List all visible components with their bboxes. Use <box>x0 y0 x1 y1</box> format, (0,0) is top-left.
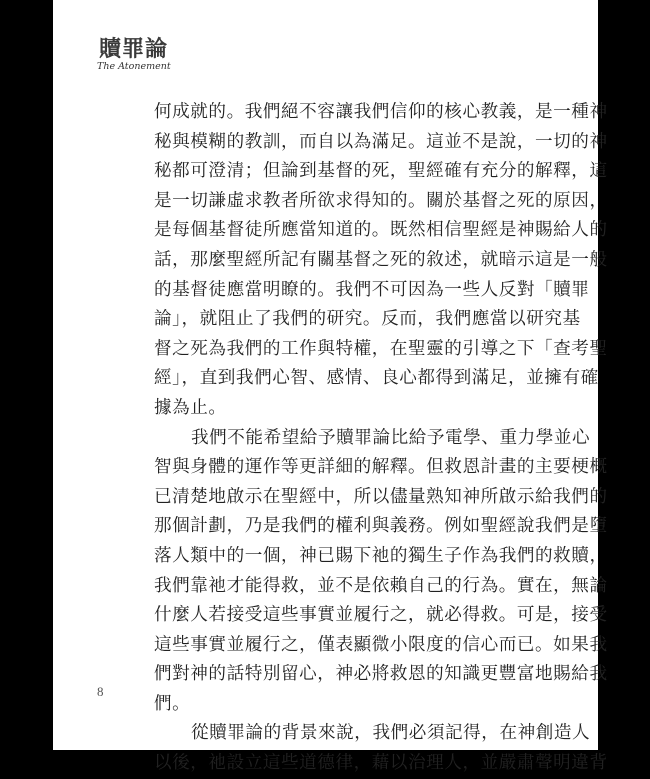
text-line: 們。 <box>154 693 191 714</box>
text-line: 是一切謙虛求教者所欲求得知的。關於基督之死的原因， <box>154 190 608 211</box>
text-line: 論」，就阻止了我們的研究。反而，我們應當以研究基 <box>154 309 581 330</box>
text-line: 是每個基督徒所應當知道的。既然相信聖經是神賜給人的 <box>154 220 608 241</box>
text-line: 什麼人若接受這些事實並履行之，就必得救。可是，接受 <box>154 605 608 626</box>
paragraph-3 <box>154 719 608 778</box>
text-line: 從贖罪論的背景來說，我們必須記得，在神創造人 <box>191 723 591 744</box>
paragraph-2 <box>154 424 608 720</box>
text-line: 以後，祂設立這些道德律，藉以治理人，並嚴肅聲明違背 <box>154 753 608 774</box>
paragraph-1 <box>154 98 608 424</box>
text-line: 智與身體的運作等更詳細的解釋。但救恩計畫的主要梗概 <box>154 457 608 478</box>
book-title: 贖罪論 <box>99 37 169 62</box>
book-logo <box>97 38 171 72</box>
text-line: 何成就的。我們絕不容讓我們信仰的核心教義，是一種神 <box>154 102 608 122</box>
text-line: 據為止。 <box>154 397 227 418</box>
text-line: 們對神的話特別留心，神必將救恩的知識更豐富地賜給我 <box>154 664 608 685</box>
text-line: 秘都可澄清；但論到基督的死，聖經確有充分的解釋，這 <box>154 161 608 182</box>
book-subtitle: The Atonement <box>97 61 171 72</box>
text-line: 已清楚地啟示在聖經中，所以儘量熟知神所啟示給我們的 <box>154 486 608 507</box>
text-line: 的基督徒應當明瞭的。我們不可因為一些人反對「贖罪 <box>154 279 590 300</box>
text-line: 那個計劃，乃是我們的權利與義務。例如聖經說我們是墮 <box>154 516 608 537</box>
text-line: 我們不能希望給予贖罪論比給予電學、重力學並心 <box>191 427 591 448</box>
text-line: 落人類中的一個，神已賜下祂的獨生子作為我們的救贖， <box>154 545 608 566</box>
text-line: 我們靠祂才能得救，並不是依賴自己的行為。實在，無論 <box>154 575 608 596</box>
text-line: 秘與模糊的教訓，而自以為滿足。這並不是說，一切的神 <box>154 131 608 152</box>
body-text <box>154 98 608 779</box>
page-number: 8 <box>97 684 104 699</box>
text-line: 經」，直到我們心智、感情、良心都得到滿足，並擁有確 <box>154 368 599 389</box>
text-line: 話，那麼聖經所記有關基督之死的敘述，就暗示這是一般 <box>154 249 608 270</box>
text-line: 這些事實並履行之，僅表顯微小限度的信心而已。如果我 <box>154 634 608 655</box>
text-line: 督之死為我們的工作與特權，在聖靈的引導之下「查考聖 <box>154 338 608 359</box>
book-page <box>53 0 608 774</box>
